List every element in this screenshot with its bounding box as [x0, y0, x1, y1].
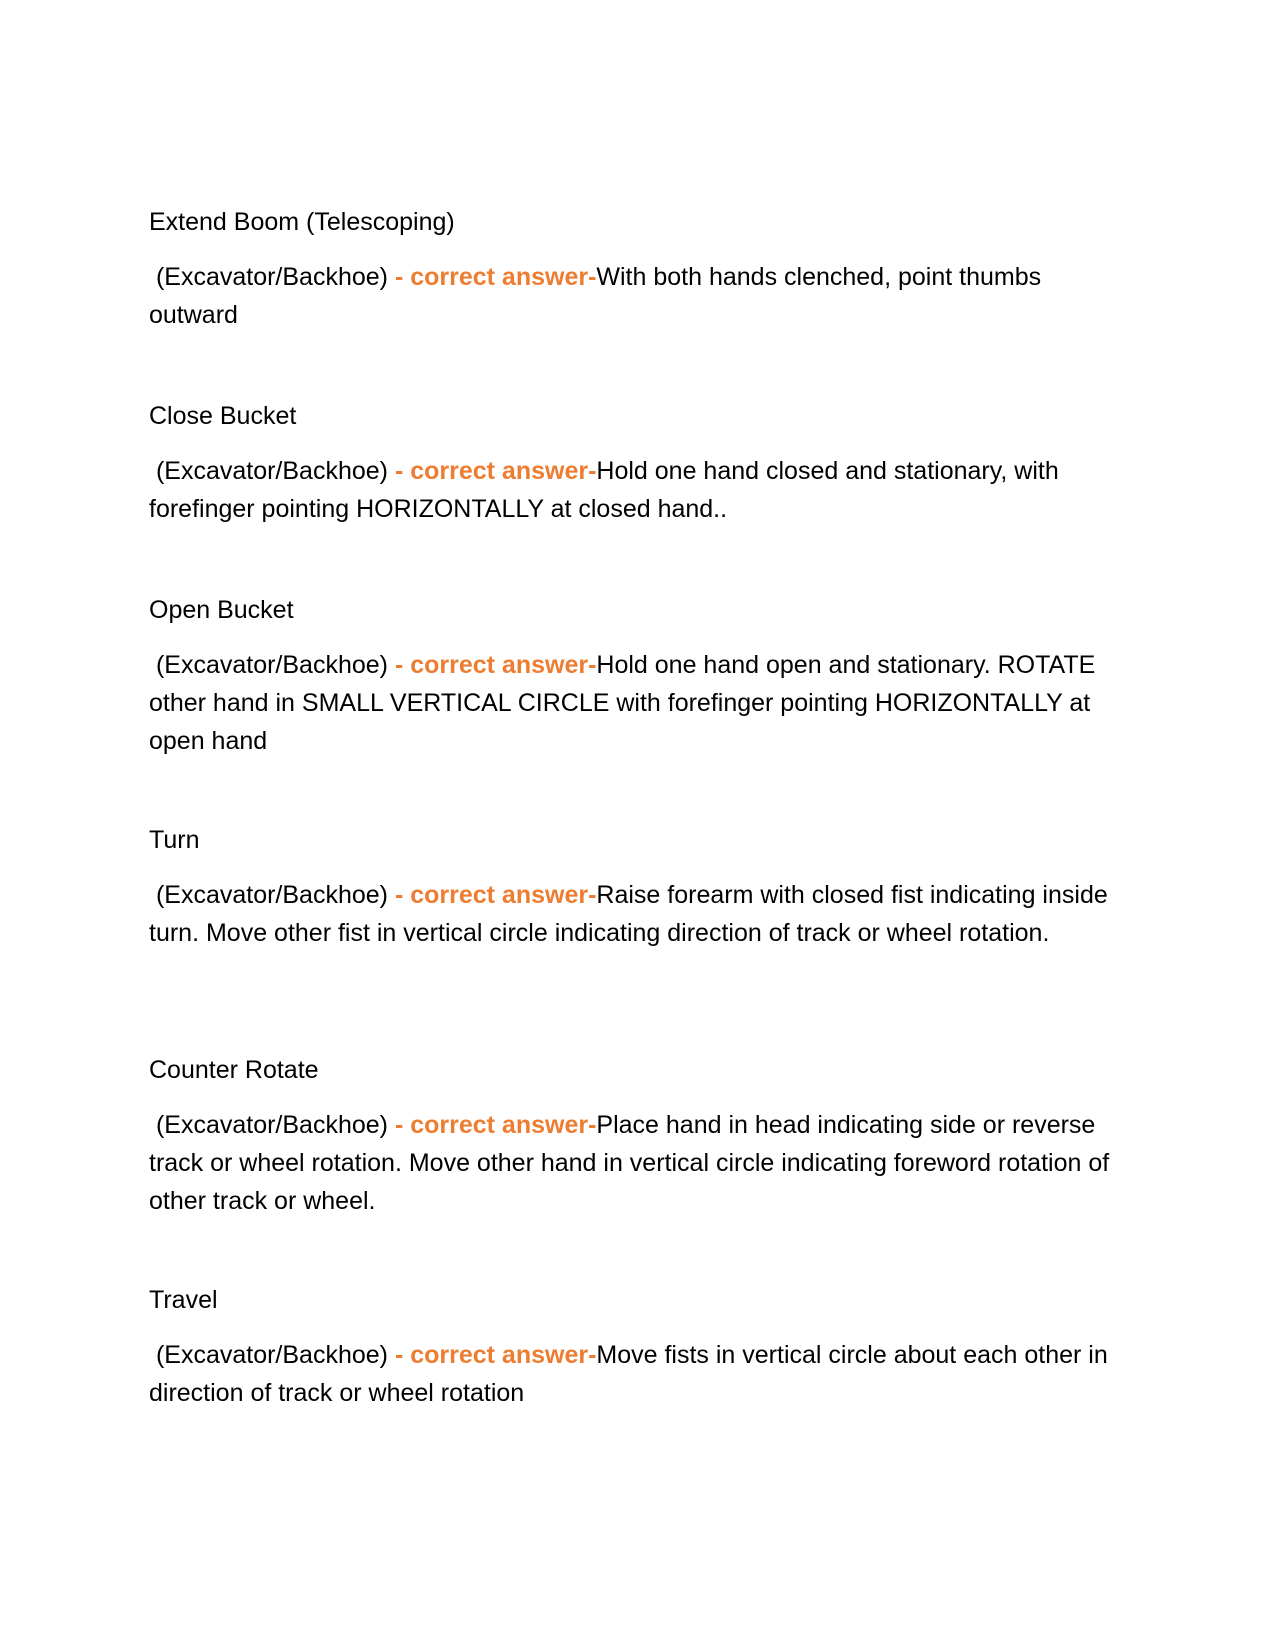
correct-answer-marker: - correct answer- — [394, 651, 597, 679]
answer-text: Raise forearm with closed fist indicating inside turn. Move other fist in vertical circle indicating direction of track or wheel rotation. — [149, 881, 1108, 947]
equipment-prefix: (Excavator/Backhoe) — [149, 263, 395, 291]
term-text: Close Bucket — [149, 402, 297, 430]
definition-text — [149, 1336, 1129, 1412]
correct-answer-marker: - correct answer- — [394, 881, 597, 909]
answer-text: Move fists in vertical circle about each other in direction of track or wheel rotation — [149, 1341, 1108, 1407]
equipment-prefix: (Excavator/Backhoe) — [149, 457, 395, 485]
equipment-prefix: (Excavator/Backhoe) — [149, 1341, 395, 1369]
flashcard-entry — [149, 206, 1129, 334]
term-text: Travel — [149, 1286, 218, 1314]
term-text: Turn — [149, 826, 200, 854]
answer-text: Place hand in head indicating side or reverse track or wheel rotation. Move other hand in vertical circle indicating foreword rotation of other track or wheel. — [149, 1111, 1110, 1215]
correct-answer-marker: - correct answer- — [394, 1111, 597, 1139]
term-text: Extend Boom (Telescoping) — [149, 208, 455, 236]
correct-answer-marker: - correct answer- — [394, 1341, 597, 1369]
definition-text — [149, 452, 1129, 528]
definition-text — [149, 876, 1129, 952]
answer-text: With both hands clenched, point thumbs outward — [149, 263, 1042, 329]
definition-text — [149, 1106, 1129, 1220]
equipment-prefix: (Excavator/Backhoe) — [149, 881, 395, 909]
term-text: Open Bucket — [149, 596, 294, 624]
flashcard-entry — [149, 400, 1129, 528]
equipment-prefix: (Excavator/Backhoe) — [149, 1111, 395, 1139]
term-text: Counter Rotate — [149, 1056, 319, 1084]
answer-text: Hold one hand open and stationary. ROTATE other hand in SMALL VERTICAL CIRCLE with forefinger pointing HORIZONTALLY at open hand — [149, 651, 1096, 755]
flashcard-entry — [149, 1054, 1129, 1220]
flashcard-entry — [149, 824, 1129, 952]
definition-text — [149, 258, 1129, 334]
correct-answer-marker: - correct answer- — [394, 263, 597, 291]
correct-answer-marker: - correct answer- — [394, 457, 597, 485]
flashcard-entry — [149, 594, 1129, 760]
equipment-prefix: (Excavator/Backhoe) — [149, 651, 395, 679]
flashcard-entry — [149, 1284, 1129, 1412]
answer-text: Hold one hand closed and stationary, with forefinger pointing HORIZONTALLY at closed hand.. — [149, 457, 1059, 523]
definition-text — [149, 646, 1129, 760]
